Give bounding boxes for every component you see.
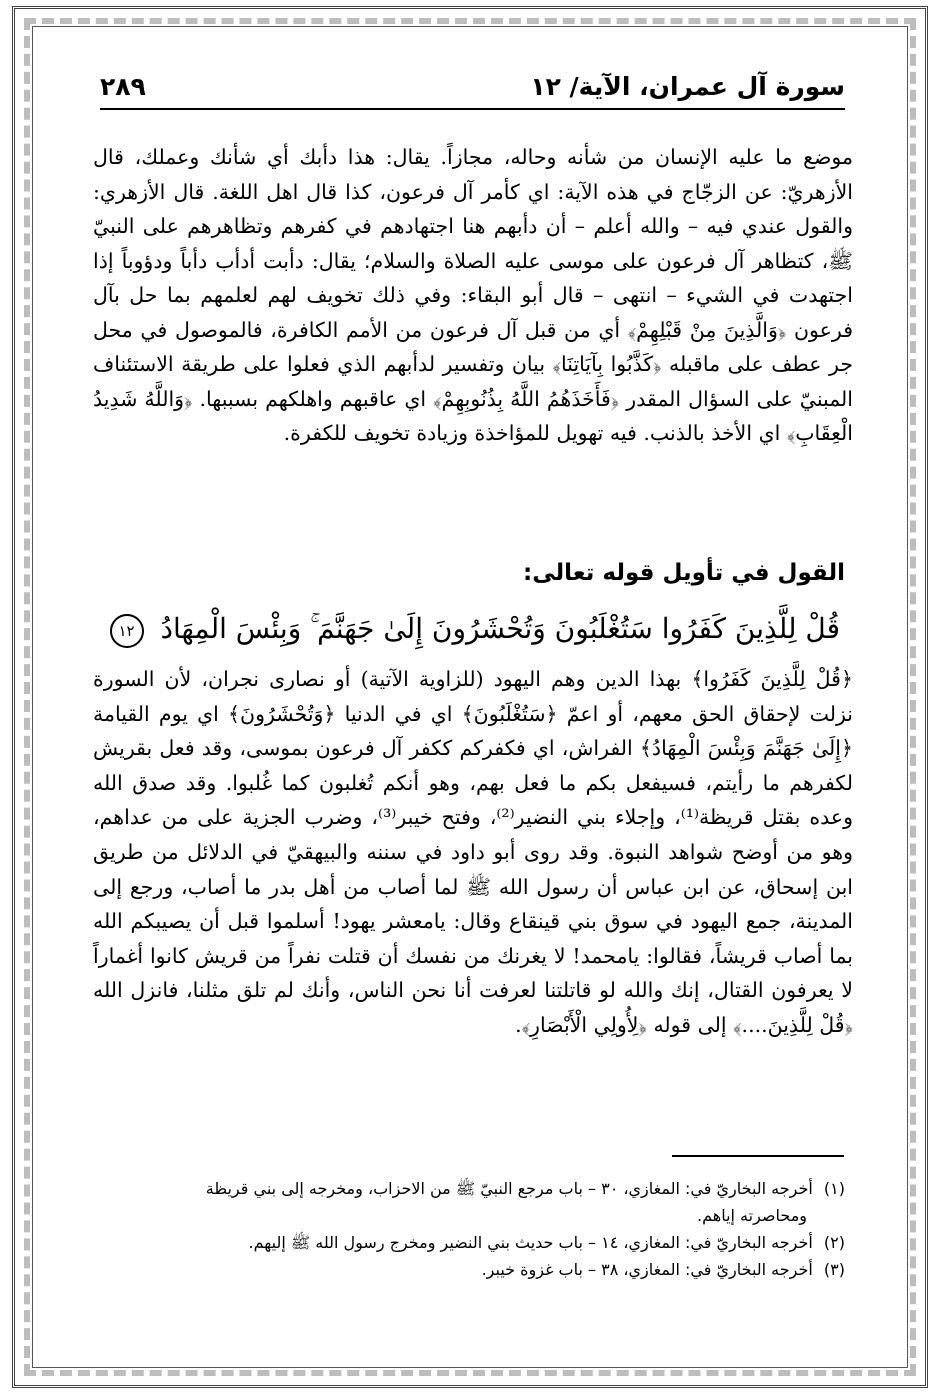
- footnote-rule: [672, 1155, 844, 1157]
- footnote-text: أخرجه البخاريّ في: المغازي، ٣٨ – باب غزوة خيبر.: [481, 1260, 813, 1279]
- page-header: [100, 68, 845, 108]
- footnote-3: [100, 1256, 845, 1283]
- header-rule: [100, 108, 845, 110]
- commentary-paragraph: [93, 662, 853, 1043]
- footnote-text: أخرجه البخاريّ في: المغازي، ٣٠ – باب مرجع النبيّ ﷺ من الاحزاب، ومخرجه إلى بني قريظة: [205, 1179, 813, 1198]
- body-paragraph-1: [93, 140, 853, 451]
- running-title: سورة آل عمران، الآية/ ١٢: [530, 72, 845, 101]
- footnote-1-continuation: ومحاصرته إياهم.: [697, 1206, 807, 1225]
- footnote-number: (٢): [823, 1233, 845, 1252]
- paragraph-text: موضع ما عليه الإنسان من شأنه وحاله، مجازاً. يقال: هذا دأبك أي شأنك وعملك، قال الأزهريّ: عن الزجّاج في هذه الآية: اي كأمر آل فرعون، كذا قال اهل اللغة. قال الأزهري: والقول عندي فيه – والله أعلم – أن دأبهم هنا اجتهادهم في كفرهم وتظاهرهم على النبيّ ﷺ، كتظاهر آل فرعون على موسى عليه الصلاة والسلام؛ يقال: دأبت أدأب دأباً ودؤوباً إذا اجتهدت في الشيء – انتهى – قال أبو البقاء: وفي ذلك تخويف لهم لعلمهم بما حل بآل فرعون ﴿وَالَّذِينَ مِنْ قَبْلِهِمْ﴾ أي من قبل آل فرعون من الأمم الكافرة، فالموصول في محل جر عطف على ماقبله ﴿كَذَّبُوا بِآيَاتِنَا﴾ بيان وتفسير لدأبهم الذي فعلوا على طريقة الاستئناف المبنيّ على السؤال المقدر ﴿فَأَخَذَهُمُ اللَّهُ بِذُنُوبِهِمْ﴾ اي عاقبهم واهلكهم بسببها. ﴿وَاللَّهُ شَدِيدُ الْعِقَابِ﴾ اي الأخذ بالذنب. فيه تهويل للمؤاخذة وزيادة تخويف للكفرة.: [93, 145, 853, 445]
- verse-text: قُلْ لِلَّذِينَ كَفَرُوا سَتُغْلَبُونَ وَتُحْشَرُونَ إِلَىٰ جَهَنَّمَ ۚ وَبِئْسَ الْمِهَادُ: [160, 612, 840, 645]
- footnote-number: (٣): [823, 1260, 845, 1279]
- page-number: ٢٨٩: [100, 72, 146, 101]
- footnote-1: [100, 1175, 845, 1202]
- verse-number-marker: ١٢: [110, 614, 144, 648]
- quran-verse: [118, 605, 840, 653]
- footnote-text: أخرجه البخاريّ في: المغازي، ١٤ – باب حديث بني النضير ومخرج رسول الله ﷺ إليهم.: [248, 1233, 813, 1252]
- footnote-2: [100, 1229, 845, 1256]
- footnote-number: (١): [823, 1179, 845, 1198]
- section-heading: القول في تأويل قوله تعالى:: [523, 560, 845, 586]
- paragraph-text: ﴿قُلْ لِلَّذِينَ كَفَرُوا﴾ بهذا الدين وهم اليهود (للزاوية الآتية) أو نصارى نجران، لأن السورة نزلت لإحقاق الحق معهم، أو اعمّ ﴿سَتُغْلَبُونَ﴾ اي في الدنيا ﴿وَتُحْشَرُونَ﴾ اي يوم القيامة ﴿إِلَىٰ جَهَنَّمَ وَبِئْسَ الْمِهَادُ﴾ الفراش، اي فكفركم ككفر آل فرعون بموسى، وقد فعل بقريش لكفرهم ما رأيتم، فسيفعل بكم ما فعل بهم، وهو أنكم تُغلبون كما غُلبوا. وقد صدق الله وعده بقتل قريظة⁽¹⁾، وإجلاء بني النضير⁽²⁾، وفتح خيبر⁽³⁾، وضرب الجزية على من عداهم، وهو من أوضح شواهد النبوة. وقد روى أبو داود في سننه والبيهقيّ في الدلائل من طريق ابن إسحاق، عن ابن عباس أن رسول الله ﷺ لما أصاب من أهل بدر ما أصاب، ورجع إلى المدينة، جمع اليهود في سوق بني قينقاع وقال: يامعشر يهود! أسلموا قبل أن يصيبكم الله بما أصاب قريشاً، فقالوا: يامحمد! لا يغرنك من نفسك أن قتلت نفراً من قريش كانوا أغماراً لا يعرفون القتال، إنك والله لو قاتلتنا لعرفت أنا نحن الناس، وأنك لم تلق مثلنا، فانزل الله ﴿قُلْ لِلَّذِينَ....﴾ إلى قوله ﴿لِأُولِي الْأَبْصَارِ﴾.: [93, 667, 853, 1037]
- footnotes: [100, 1175, 845, 1283]
